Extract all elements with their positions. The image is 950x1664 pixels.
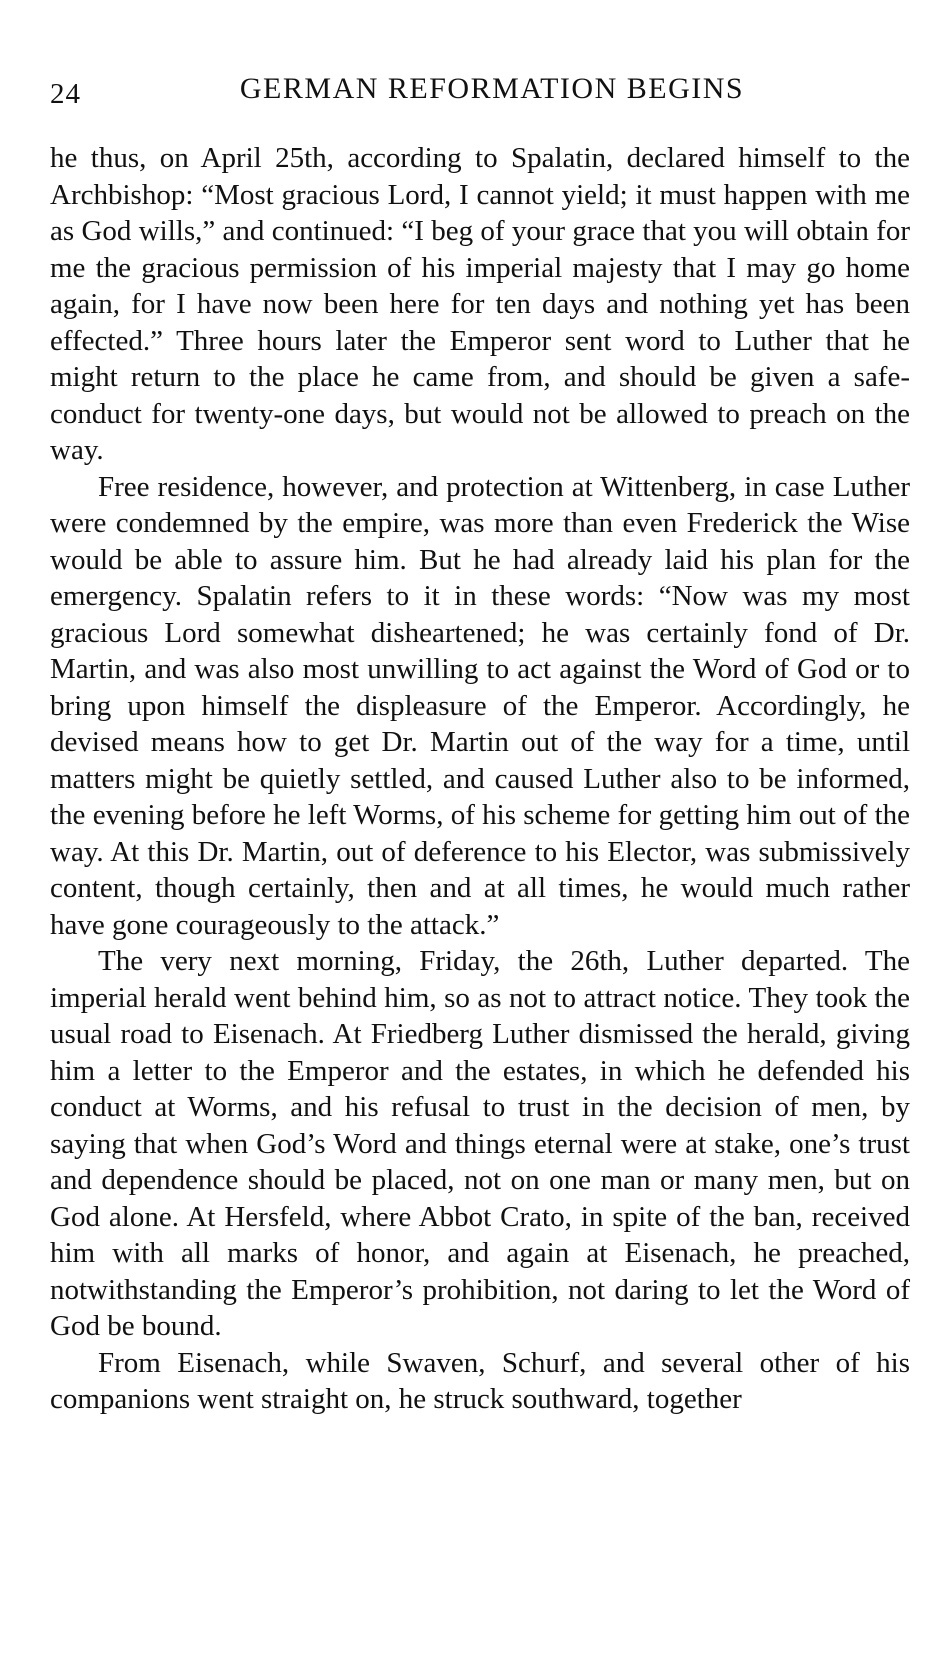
paragraph-continued: he thus, on April 25th, according to Spalatin, declared himself to the Archbishop: “Most gracious Lord, I cannot yield; it must happen with me as God wills,” and continued: “I beg of your grace that you will obtain for me the gracious permission of his imperial majesty that I may go home again, for I have now been here for ten days and nothing yet has been effected.” Three hours later the Emperor sent word to Luther that he might return to the place he came from, and should be given a safe-conduct for twenty-one days, but would not be allowed to preach on the way. — [50, 142, 910, 466]
body-text — [50, 140, 910, 1418]
page-number: 24 — [50, 78, 81, 110]
running-head — [50, 72, 910, 112]
paragraph-free-residence: Free residence, however, and protection at Wittenberg, in case Luther were condemned by the empire, was more than even Frederick the Wise would be able to assure him. But he had already laid his plan for the emergency. Spalatin refers to it in these words: “Now was my most gracious Lord somewhat disheartened; he was certainly fond of Dr. Martin, and was also most unwilling to act against the Word of God or to bring upon himself the displeasure of the Emperor. Accordingly, he devised means how to get Dr. Martin out of the way for a time, until matters might be quietly settled, and caused Luther also to be informed, the evening before he left Worms, of his scheme for getting him out of the way. At this Dr. Martin, out of deference to his Elector, was submissively content, though certainly, then and at all times, he would much rather have gone courageously to the attack.” — [50, 470, 910, 941]
paragraph-next-morning: The very next morning, Friday, the 26th, Luther departed. The imperial herald went behind him, so as not to attract notice. They took the usual road to Eisenach. At Friedberg Luther dismissed the herald, giving him a letter to the Emperor and the estates, in which he defended his conduct at Worms, and his refusal to trust in the decision of men, by saying that when God’s Word and things eternal were at stake, one’s trust and dependence should be placed, not on one man or many men, but on God alone. At Hersfeld, where Abbot Crato, in spite of the ban, received him with all marks of honor, and again at Eisenach, he preached, notwithstanding the Emperor’s prohibition, not daring to let the Word of God be bound. — [50, 945, 910, 1342]
running-head-title: GERMAN REFORMATION BEGINS — [239, 72, 745, 105]
paragraph-from-eisenach: From Eisenach, while Swaven, Schurf, and several other of his companions went straight on, he struck southward, together — [50, 1346, 910, 1415]
